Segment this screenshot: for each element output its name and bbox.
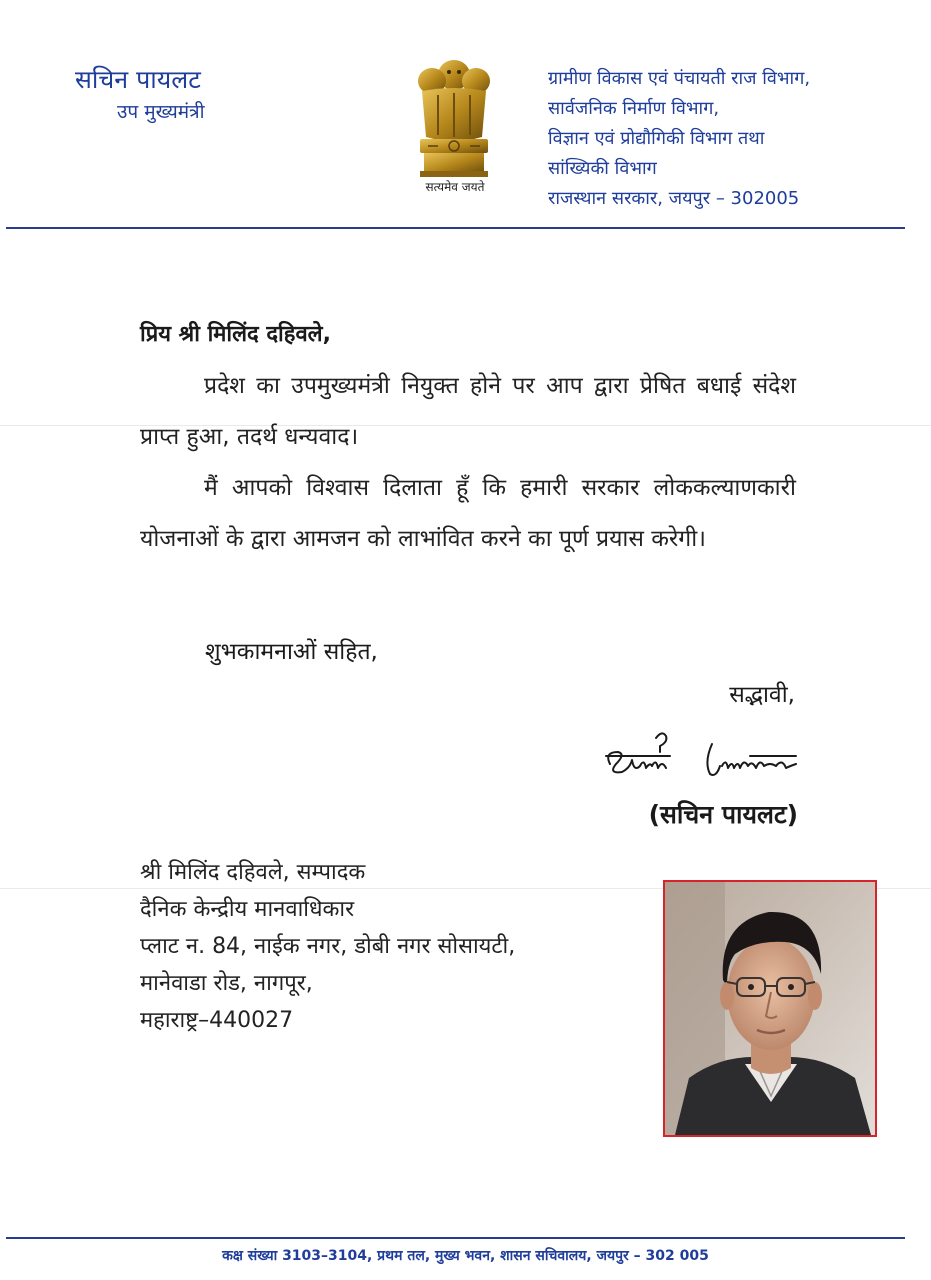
regards-line: शुभकामनाओं सहित, <box>205 639 378 665</box>
emblem-motto: सत्यमेव जयते <box>425 180 485 194</box>
body-paragraph: मैं आपको विश्वास दिलाता हूँ कि हमारी सरकार लोककल्याणकारी योजनाओं के द्वारा आमजन को लाभांवित करने का पूर्ण प्रयास करेगी। <box>140 475 796 552</box>
department-line: सांख्यिकी विभाग <box>548 158 657 179</box>
department-line: ग्रामीण विकास एवं पंचायती राज विभाग, <box>548 68 811 89</box>
sender-name: सचिन पायलट <box>75 65 201 94</box>
portrait-illustration <box>665 882 875 1135</box>
signer-name: (सचिन पायलट) <box>648 800 798 829</box>
header-divider <box>6 227 905 229</box>
address-line: दैनिक केन्द्रीय मानवाधिकार <box>140 897 355 922</box>
portrait-photo <box>663 880 877 1137</box>
salutation: प्रिय श्री मिलिंद दहिवले, <box>140 322 331 347</box>
department-line: राजस्थान सरकार, जयपुर – 302005 <box>548 188 800 209</box>
address-line: महाराष्ट्र–440027 <box>140 1008 294 1033</box>
footer-address: कक्ष संख्या 3103–3104, प्रथम तल, मुख्य भवन, शासन सचिवालय, जयपुर – 302 005 <box>222 1248 709 1264</box>
body-paragraph: प्रदेश का उपमुख्यमंत्री नियुक्त होने पर आप द्वारा प्रेषित बधाई संदेश प्राप्त हुआ, तदर्थ धन्यवाद। <box>140 373 796 450</box>
footer-divider <box>6 1237 905 1239</box>
recipient-address <box>140 854 515 1039</box>
handwritten-signature <box>600 722 805 792</box>
department-block <box>548 64 918 214</box>
department-line: सार्वजनिक निर्माण विभाग, <box>548 98 720 119</box>
sender-title: उप मुख्यमंत्री <box>117 101 205 123</box>
closing-line: सद्भावी, <box>729 682 795 708</box>
department-line: विज्ञान एवं प्रोद्यौगिकी विभाग तथा <box>548 128 765 149</box>
address-line: मानेवाडा रोड, नागपूर, <box>140 971 313 996</box>
address-line: श्री मिलिंद दहिवले, सम्पादक <box>140 860 366 885</box>
address-line: प्लाट न. 84, नाईक नगर, डोबी नगर सोसायटी, <box>140 934 516 959</box>
